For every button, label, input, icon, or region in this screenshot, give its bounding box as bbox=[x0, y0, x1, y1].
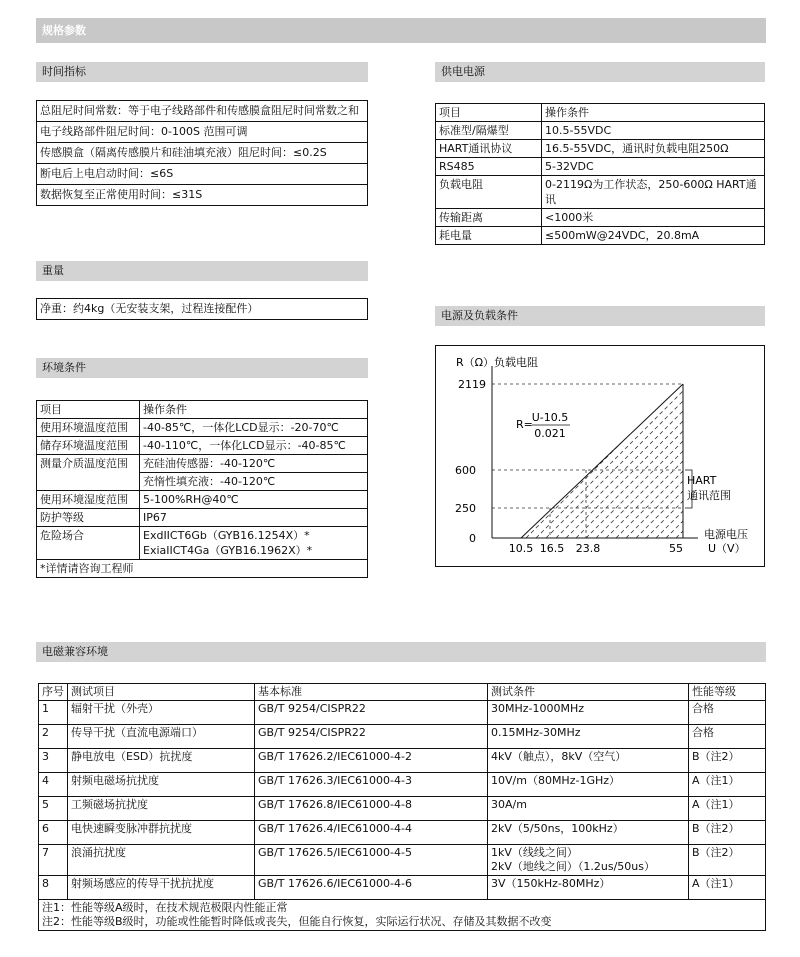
env-cell bbox=[140, 527, 368, 560]
table-row bbox=[436, 209, 765, 227]
emc-cell: GB/T 17626.2/IEC61000-4-2 bbox=[255, 749, 488, 773]
env-cell: 5-100%RH@40℃ bbox=[140, 491, 368, 509]
spec-header bbox=[36, 18, 766, 43]
y-tick-label: 2119 bbox=[458, 378, 486, 391]
emc-cell: 4 bbox=[39, 773, 68, 797]
emc-section-title: 电磁兼容环境 bbox=[42, 645, 108, 658]
load-section-title: 电源及负载条件 bbox=[441, 309, 518, 322]
emc-cell: B（注2） bbox=[689, 749, 766, 773]
table-row bbox=[37, 560, 368, 578]
power-cell: 5-32VDC bbox=[542, 158, 765, 176]
env-head-cond: 操作条件 bbox=[140, 401, 368, 419]
table-row bbox=[39, 773, 766, 797]
env-cell: 充惰性填充液：-40-120℃ bbox=[140, 473, 368, 491]
env-cell: IP67 bbox=[140, 509, 368, 527]
emc-cell: 2kV（5/50ns，100kHz） bbox=[488, 821, 689, 845]
emc-cell: 30A/m bbox=[488, 797, 689, 821]
emc-cell: 5 bbox=[39, 797, 68, 821]
hatch-area bbox=[506, 363, 764, 538]
emc-head: 性能等级 bbox=[689, 684, 766, 701]
power-cell: <1000米 bbox=[542, 209, 765, 227]
emc-cell: 射频场感应的传导干扰抗扰度 bbox=[68, 876, 255, 900]
env-cell: 测量介质温度范围 bbox=[37, 455, 140, 491]
time-row: 数据恢复至正常使用时间：≤31S bbox=[40, 188, 203, 201]
emc-head: 测试条件 bbox=[488, 684, 689, 701]
env-head-item: 项目 bbox=[37, 401, 140, 419]
table-row bbox=[37, 455, 368, 473]
table-row bbox=[39, 725, 766, 749]
emc-cell: A（注1） bbox=[689, 797, 766, 821]
power-section-title: 供电电源 bbox=[441, 65, 485, 78]
emc-cell: 8 bbox=[39, 876, 68, 900]
emc-cell: B（注2） bbox=[689, 845, 766, 876]
weight-section-header bbox=[36, 261, 368, 281]
table-row bbox=[39, 749, 766, 773]
emc-cell: 浪涌抗扰度 bbox=[68, 845, 255, 876]
x-tick-label: 10.5 bbox=[508, 542, 534, 555]
emc-cell: 辐射干扰（外壳） bbox=[68, 701, 255, 725]
env-cell: 使用环境湿度范围 bbox=[37, 491, 140, 509]
table-row bbox=[37, 491, 368, 509]
table-row bbox=[39, 821, 766, 845]
emc-cell: A（注1） bbox=[689, 773, 766, 797]
env-cell: -40-85℃，一体化LCD显示：-20-70℃ bbox=[140, 419, 368, 437]
y-tick-label: 250 bbox=[455, 502, 476, 515]
env-note: *详情请咨询工程师 bbox=[37, 560, 368, 578]
table-row bbox=[436, 176, 765, 209]
time-row: 电子线路部件阻尼时间：0-100S 范围可调 bbox=[37, 122, 367, 143]
emc-cell: GB/T 17626.8/IEC61000-4-8 bbox=[255, 797, 488, 821]
x-tick-label: 16.5 bbox=[539, 542, 565, 555]
emc-cell: 3 bbox=[39, 749, 68, 773]
load-section-header bbox=[435, 306, 765, 326]
emc-head: 序号 bbox=[39, 684, 68, 701]
emc-cell: GB/T 17626.5/IEC61000-4-5 bbox=[255, 845, 488, 876]
emc-cell: 合格 bbox=[689, 725, 766, 749]
load-line bbox=[521, 384, 683, 538]
emc-cell: 2 bbox=[39, 725, 68, 749]
hart-range-label: 通讯范围 bbox=[687, 489, 731, 502]
weight-box bbox=[36, 298, 368, 320]
emc-cell: GB/T 9254/CISPR22 bbox=[255, 725, 488, 749]
power-head-cond: 操作条件 bbox=[542, 104, 765, 122]
power-cell: 耗电量 bbox=[436, 227, 542, 245]
time-box bbox=[36, 100, 368, 206]
table-row bbox=[436, 122, 765, 140]
power-cell: 10.5-55VDC bbox=[542, 122, 765, 140]
env-cell: 充硅油传感器：-40-120℃ bbox=[140, 455, 368, 473]
emc-cell: 4kV（触点），8kV（空气） bbox=[488, 749, 689, 773]
emc-head: 基本标准 bbox=[255, 684, 488, 701]
table-row bbox=[39, 900, 766, 931]
power-table bbox=[435, 103, 765, 245]
time-section-title: 时间指标 bbox=[42, 65, 86, 78]
env-cell: -40-110℃，一体化LCD显示：-40-85℃ bbox=[140, 437, 368, 455]
emc-head: 测试项目 bbox=[68, 684, 255, 701]
emc-cell: 工频磁场抗扰度 bbox=[68, 797, 255, 821]
emc-cell: GB/T 17626.4/IEC61000-4-4 bbox=[255, 821, 488, 845]
y-tick-label: 0 bbox=[469, 532, 476, 545]
time-row: 断电后上电启动时间：≤6S bbox=[37, 164, 367, 185]
table-row bbox=[39, 797, 766, 821]
power-cell: 负载电阻 bbox=[436, 176, 542, 209]
x-axis-unit: U（V） bbox=[708, 542, 746, 555]
emc-cell: GB/T 17626.6/IEC61000-4-6 bbox=[255, 876, 488, 900]
table-row bbox=[39, 845, 766, 876]
y-tick-label: 600 bbox=[455, 464, 476, 477]
env-cell: 储存环境温度范围 bbox=[37, 437, 140, 455]
emc-table bbox=[38, 683, 766, 931]
table-row bbox=[37, 437, 368, 455]
y-axis-label: R（Ω）负载电阻 bbox=[456, 356, 539, 369]
power-cell: HART通讯协议 bbox=[436, 140, 542, 158]
emc-cell bbox=[488, 845, 689, 876]
emc-cell: 10V/m（80MHz-1GHz） bbox=[488, 773, 689, 797]
emc-cell: 电快速瞬变脉冲群抗扰度 bbox=[68, 821, 255, 845]
emc-note: 注2：性能等级B级时，功能或性能暂时降低或丧失，但能自行恢复，实际运行状况、存储及其数据不改变 bbox=[42, 915, 552, 928]
emc-cell: 6 bbox=[39, 821, 68, 845]
time-section-header bbox=[36, 62, 368, 82]
hart-label: HART bbox=[687, 474, 717, 487]
formula-numerator: U-10.5 bbox=[531, 411, 569, 424]
power-cell: 16.5-55VDC，通讯时负载电阻250Ω bbox=[542, 140, 765, 158]
emc-cell: GB/T 9254/CISPR22 bbox=[255, 701, 488, 725]
env-cell: 危险场合 bbox=[37, 527, 140, 560]
env-table bbox=[36, 400, 368, 578]
table-row bbox=[39, 876, 766, 900]
env-cell: 使用环境温度范围 bbox=[37, 419, 140, 437]
table-row bbox=[436, 227, 765, 245]
table-row bbox=[436, 140, 765, 158]
emc-cell: A（注1） bbox=[689, 876, 766, 900]
emc-surge-line: 2kV（地线之间）（1.2us/50us） bbox=[491, 860, 655, 873]
emc-cell: 传导干扰（直流电源端口） bbox=[68, 725, 255, 749]
env-hazard-line: ExiaIICT4Ga（GYB16.1962X）* bbox=[143, 544, 313, 557]
table-row bbox=[37, 419, 368, 437]
load-diagram bbox=[436, 346, 764, 566]
power-cell: RS485 bbox=[436, 158, 542, 176]
table-row bbox=[37, 509, 368, 527]
formula-denominator: 0.021 bbox=[534, 427, 566, 440]
env-hazard-line: ExdIICT6Gb（GYB16.1254X）* bbox=[143, 529, 310, 542]
spec-title: 规格参数 bbox=[42, 24, 86, 37]
emc-surge-line: 1kV（线线之间） bbox=[491, 846, 578, 859]
table-row bbox=[436, 104, 765, 122]
time-row: 总阻尼时间常数：等于电子线路部件和传感膜盒阻尼时间常数之和 bbox=[37, 101, 367, 122]
power-cell: 传输距离 bbox=[436, 209, 542, 227]
power-cell: 0-2119Ω为工作状态，250-600Ω HART通讯 bbox=[542, 176, 765, 209]
table-row bbox=[37, 527, 368, 560]
emc-note: 注1：性能等级A级时，在技术规范极限内性能正常 bbox=[42, 901, 288, 914]
x-tick-label: 55 bbox=[669, 542, 683, 555]
power-cell: ≤500mW@24VDC，20.8mA bbox=[542, 227, 765, 245]
emc-cell: 3V（150kHz-80MHz） bbox=[488, 876, 689, 900]
emc-cell: GB/T 17626.3/IEC61000-4-3 bbox=[255, 773, 488, 797]
table-row bbox=[39, 684, 766, 701]
emc-notes bbox=[39, 900, 766, 931]
power-section-header bbox=[435, 62, 765, 82]
emc-cell: B（注2） bbox=[689, 821, 766, 845]
emc-section-header bbox=[36, 642, 766, 662]
env-cell: 防护等级 bbox=[37, 509, 140, 527]
table-row bbox=[37, 401, 368, 419]
table-row bbox=[436, 158, 765, 176]
emc-cell: 30MHz-1000MHz bbox=[488, 701, 689, 725]
emc-cell: 7 bbox=[39, 845, 68, 876]
table-row bbox=[39, 701, 766, 725]
power-cell: 标准型/隔爆型 bbox=[436, 122, 542, 140]
env-section-title: 环境条件 bbox=[42, 361, 86, 374]
weight-value: 净重：约4kg（无安装支架，过程连接配件） bbox=[40, 302, 259, 315]
weight-section-title: 重量 bbox=[42, 264, 64, 277]
emc-cell: 1 bbox=[39, 701, 68, 725]
time-row: 传感膜盒（隔离传感膜片和硅油填充液）阻尼时间：≤0.2S bbox=[37, 143, 367, 164]
x-axis-label: 电源电压 bbox=[704, 528, 748, 541]
x-tick-label: 23.8 bbox=[575, 542, 601, 555]
env-section-header bbox=[36, 358, 368, 378]
power-head-item: 项目 bbox=[436, 104, 542, 122]
formula-lhs: R= bbox=[516, 418, 533, 431]
emc-cell: 射频电磁场抗扰度 bbox=[68, 773, 255, 797]
emc-cell: 静电放电（ESD）抗扰度 bbox=[68, 749, 255, 773]
emc-cell: 0.15MHz-30MHz bbox=[488, 725, 689, 749]
load-diagram-frame bbox=[435, 345, 765, 567]
emc-cell: 合格 bbox=[689, 701, 766, 725]
